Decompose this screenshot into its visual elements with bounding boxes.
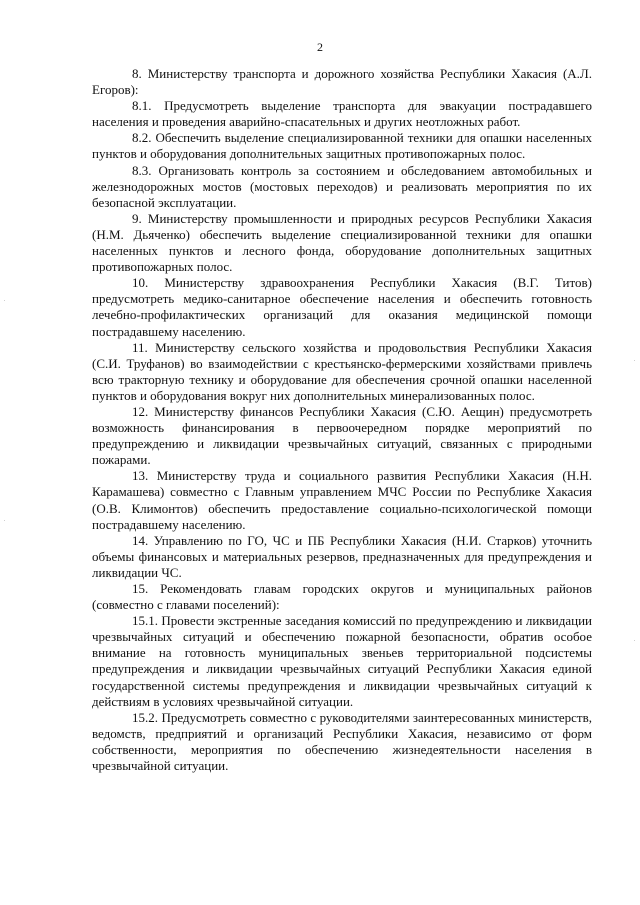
paragraph-11: 11. Министерству сельского хозяйства и продовольствия Республики Хакасия (С.И. Труфанов) во взаимодействии с крестьянско-фермерскими хозяйствами привлечь всю тракторную технику и оборудование для обеспечения срочной опашки населенной пунктов и оборудования вокруг них дополнительных минерализованных полос.	[92, 339, 592, 403]
document-body	[92, 66, 592, 774]
paragraph-15-2: 15.2. Предусмотреть совместно с руководителями заинтересованных министерств, ведомств, предприятий и организаций Республики Хакасия, независимо от форм собственности, мероприятия по обеспечению жизнедеятельности населения в чрезвычайной ситуации.	[92, 709, 592, 774]
scan-mark	[4, 300, 5, 301]
paragraph-14: 14. Управлению по ГО, ЧС и ПБ Республики Хакасия (Н.И. Старков) уточнить объемы финансовых и материальных резервов, предназначенных для предупреждения и ликвидации ЧС.	[92, 532, 592, 580]
paragraph-12: 12. Министерству финансов Республики Хакасия (С.Ю. Аещин) предусмотреть возможность финансирования в первоочередном порядке мероприятий по предупреждению и ликвидации чрезвычайных ситуаций, связанных с природными пожарами.	[92, 403, 592, 468]
scan-mark	[634, 360, 635, 361]
paragraph-8-2: 8.2. Обеспечить выделение специализированной техники для опашки населенных пунктов и оборудования дополнительных защитных противопожарных полос.	[92, 130, 592, 162]
paragraph-8-1: 8.1. Предусмотреть выделение транспорта для эвакуации пострадавшего населения и проведения аварийно-спасательных и других неотложных работ.	[92, 98, 592, 130]
paragraph-8: 8. Министерству транспорта и дорожного хозяйства Республики Хакасия (А.Л. Егоров):	[92, 66, 592, 98]
paragraph-9: 9. Министерству промышленности и природных ресурсов Республики Хакасия (Н.М. Дьяченко) обеспечить выделение специализированной техники для опашки населенных пунктов и лесного фонда, оборудование дополнительных защитных противопожарных полос.	[92, 210, 592, 275]
paragraph-8-3: 8.3. Организовать контроль за состоянием и обследованием автомобильных и железнодорожных мостов (мостовых переходов) и реализовать мероприятия по их безопасной эксплуатации.	[92, 162, 592, 210]
paragraph-15-1: 15.1. Провести экстренные заседания комиссий по предупреждению и ликвидации чрезвычайных ситуаций и обеспечению пожарной безопасности, обратив особое внимание на готовность муниципальных звеньев территориальной подсистемы предупреждения и ликвидации чрезвычайных ситуаций Республики Хакасия единой государственной системы предупреждения и ликвидации чрезвычайных ситуаций к действиям в условиях чрезвычайной ситуации.	[92, 613, 592, 709]
paragraph-13: 13. Министерству труда и социального развития Республики Хакасия (Н.Н. Карамашева) совместно с Главным управлением МЧС России по Республике Хакасия (О.В. Климонтов) обеспечить предоставление социально-психологической помощи пострадавшему населению.	[92, 468, 592, 532]
scan-mark	[634, 640, 635, 641]
page-number: 2	[317, 40, 323, 54]
paragraph-15: 15. Рекомендовать главам городских округов и муниципальных районов (совместно с главами поселений):	[92, 581, 592, 613]
scan-mark	[4, 520, 5, 521]
paragraph-10: 10. Министерству здравоохранения Республики Хакасия (В.Г. Титов) предусмотреть медико-санитарное обеспечение населения и обеспечить готовность лечебно-профилактических организаций для оказания медицинской помощи пострадавшему населению.	[92, 275, 592, 339]
